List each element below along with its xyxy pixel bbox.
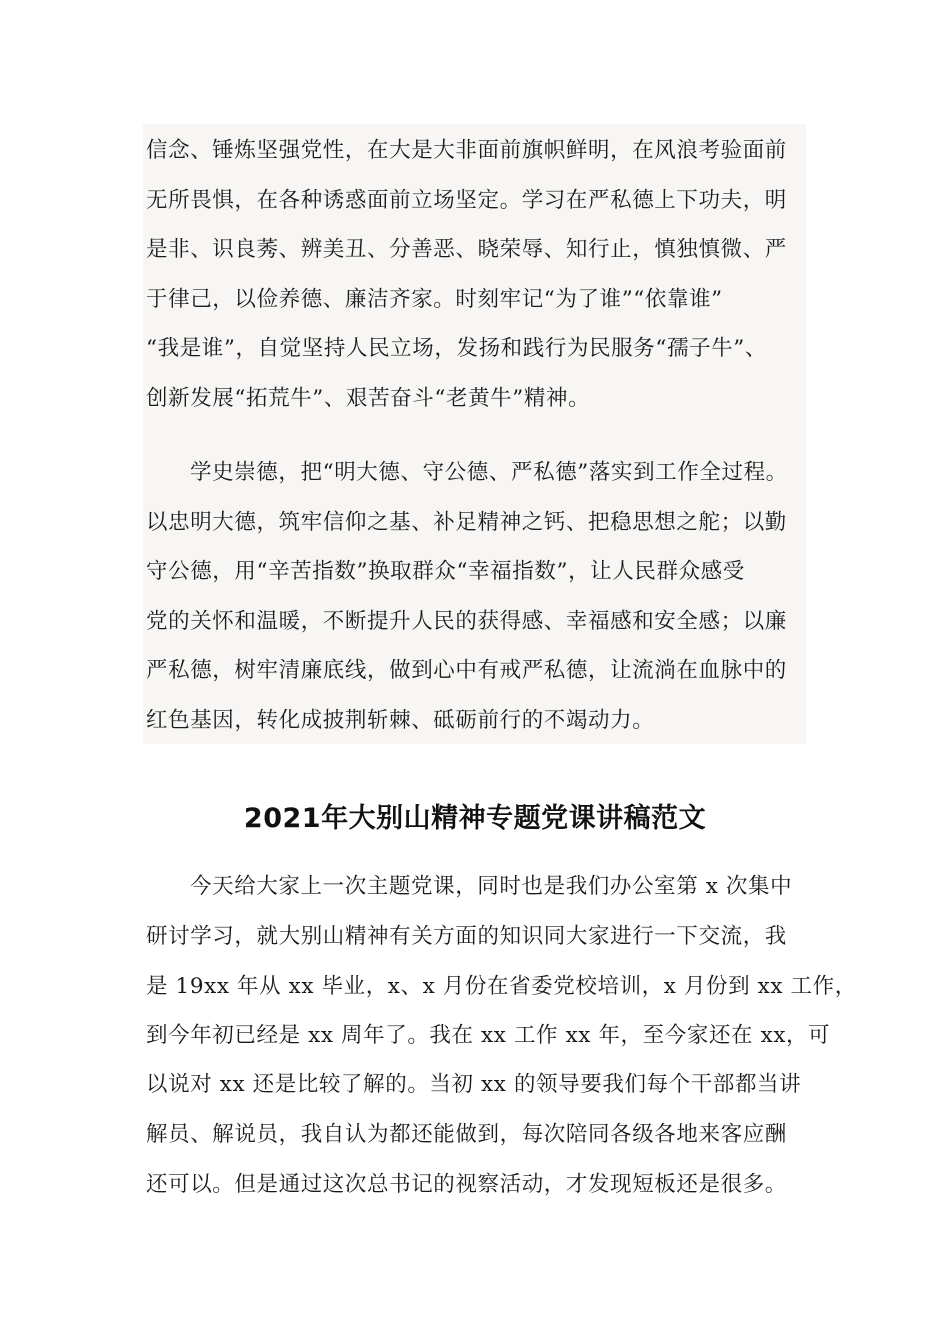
- paragraph-line: 于律己，以俭养德、廉洁齐家。时刻牢记“为了谁”“依靠谁”: [146, 287, 723, 312]
- paragraph-line: 研讨学习，就大别山精神有关方面的知识同大家进行一下交流，我: [146, 924, 787, 949]
- paragraph-line: 学史崇德，把“明大德、守公德、严私德”落实到工作全过程。: [190, 460, 788, 485]
- paragraph-line: 到今年初已经是 xx 周年了。我在 xx 工作 xx 年，至今家还在 xx，可: [146, 1023, 831, 1048]
- paragraph-line: 还可以。但是通过这次总书记的视察活动，才发现短板还是很多。: [146, 1172, 787, 1197]
- paragraph-line: 守公德，用“辛苦指数”换取群众“幸福指数”，让人民群众感受: [146, 559, 745, 584]
- paragraph-line: 以忠明大德，筑牢信仰之基、补足精神之钙、把稳思想之舵；以勤: [146, 510, 787, 535]
- paragraph-line: 今天给大家上一次主题党课，同时也是我们办公室第 x 次集中: [190, 874, 793, 899]
- document-heading: 2021年大别山精神专题党课讲稿范文: [243, 803, 707, 834]
- paragraph-line: 以说对 xx 还是比较了解的。当初 xx 的领导要我们每个干部都当讲: [146, 1072, 802, 1097]
- paragraph-line: 无所畏惧，在各种诱惑面前立场坚定。学习在严私德上下功夫，明: [146, 188, 787, 213]
- paragraph-line: “我是谁”，自觉坚持人民立场，发扬和践行为民服务“孺子牛”、: [146, 336, 767, 361]
- paragraph-line: 党的关怀和温暖，不断提升人民的获得感、幸福感和安全感；以廉: [146, 609, 787, 634]
- paragraph-line: 创新发展“拓荒牛”、艰苦奋斗“老黄牛”精神。: [146, 386, 591, 411]
- paragraph-line: 信念、锤炼坚强党性，在大是大非面前旗帜鲜明，在风浪考验面前: [146, 138, 787, 163]
- paragraph-line: 是 19xx 年从 xx 毕业，x、x 月份在省委党校培训，x 月份到 xx 工作，: [146, 974, 857, 999]
- paragraph-line: 严私德，树牢清廉底线，做到心中有戒严私德，让流淌在血脉中的: [146, 658, 787, 683]
- paragraph-line: 红色基因，转化成披荆斩棘、砥砺前行的不竭动力。: [146, 708, 655, 733]
- highlighted-text-block: [143, 124, 806, 744]
- paragraph-line: 是非、识良莠、辨美丑、分善恶、晓荣辱、知行止，慎独慎微、严: [146, 237, 787, 262]
- paragraph-line: 解员、解说员，我自认为都还能做到，每次陪同各级各地来客应酬: [146, 1122, 787, 1147]
